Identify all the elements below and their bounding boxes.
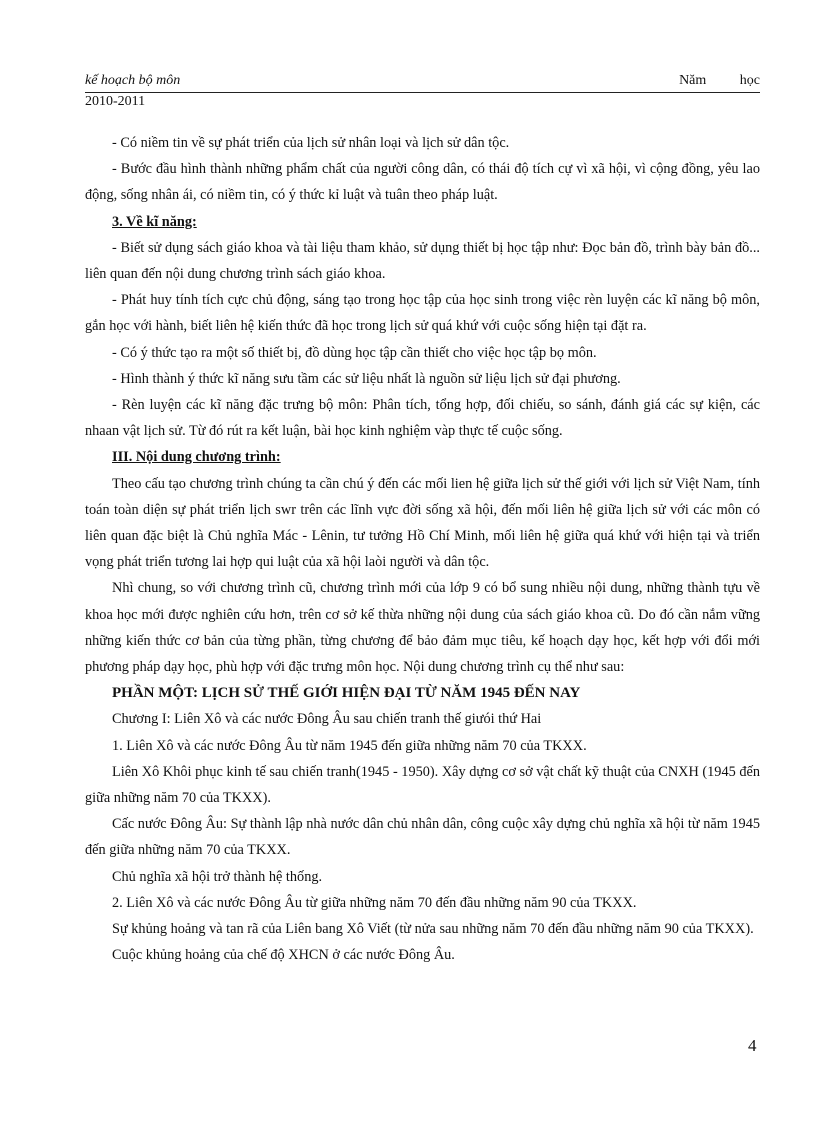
paragraph: - Rèn luyện các kĩ năng đặc trưng bộ môn: Phân tích, tổng hợp, đối chiếu, so sánh, đánh giá các sự kiện, các nhaan vật lịch sử. Từ đó rút ra kết luận, bài học kinh nghiệm vàp thực tế cuộc sống.: [85, 397, 760, 440]
paragraph: - Có niềm tin về sự phát triển của lịch sử nhân loại và lịch sử dân tộc.: [112, 135, 510, 151]
part-heading: PHẦN MỘT: LỊCH SỬ THẾ GIỚI HIỆN ĐẠI TỪ NĂM 1945 ĐẾN NAY: [112, 685, 581, 702]
paragraph: 1. Liên Xô và các nước Đông Âu từ năm 1945 đến giữa những năm 70 của TKXX.: [112, 737, 587, 754]
section-heading-skills: 3. Về kĩ năng:: [112, 213, 197, 230]
paragraph: Cuộc khủng hoảng của chế độ XHCN ở các nước Đông Âu.: [112, 947, 455, 964]
header-left-text: kế hoạch bộ môn: [85, 73, 181, 88]
paragraph: - Biết sử dụng sách giáo khoa và tài liệu tham khảo, sử dụng thiết bị học tập như: Đọc bản đồ, trình bày bản đồ... liên quan đến nội dung chương trình sách giáo khoa.: [85, 239, 760, 283]
document-body: [85, 130, 760, 969]
paragraph: 2. Liên Xô và các nước Đông Âu từ giữa những năm 70 đến đầu những năm 90 của TKXX.: [112, 894, 637, 911]
paragraph: Chủ nghĩa xã hội trở thành hệ thống.: [112, 868, 323, 885]
paragraph: - Có ý thức tạo ra một số thiết bị, đồ dùng học tập cần thiết cho việc học tập bọ môn.: [112, 344, 597, 361]
paragraph: - Hình thành ý thức kĩ năng sưu tầm các sử liệu nhất là nguồn sử liệu lịch sử đại phương.: [112, 370, 621, 387]
paragraph: Sự khủng hoảng và tan rã của Liên bang Xô Viết (từ nửa sau những năm 70 đến đầu những năm 90 của TKXX).: [112, 921, 754, 938]
header-year: 2010-2011: [85, 94, 146, 109]
section-heading-content: III. Nội dung chương trình:: [112, 449, 281, 466]
page-header: [85, 72, 760, 93]
paragraph: - Bước đầu hình thành những phẩm chất của người công dân, có thái độ tích cự vì xã hội, vì cộng đồng, yêu lao động, sống nhân ái, có niềm tin, có ý thức kỉ luật và tuân theo pháp luật.: [85, 161, 760, 204]
paragraph: Chương I: Liên Xô và các nước Đông Âu sau chiến tranh thế giưói thứ Hai: [112, 711, 542, 728]
paragraph: Theo cấu tạo chương trình chúng ta cần chú ý đến các mối lien hệ giữa lịch sử thế giới với lịch sử Việt Nam, tính toán toàn diện sự phát triển lịch swr trên các lĩnh vực đời sống xã hội, đến mối liên hệ giữa lịch sử với các môn có liên quan đặc biệt là Chủ nghĩa Mác - Lênin, tư tưởng Hồ Chí Minh, mối liên hệ giữa quá khứ với hiện tại và triển vọng phát triển tương lai hợp qui luật của xã hội laòi người và dân tộc.: [85, 475, 760, 571]
header-right-text: Năm học: [679, 73, 760, 88]
paragraph: - Phát huy tính tích cực chủ động, sáng tạo trong học tập của học sinh trong việc rèn luyện các kĩ năng bộ môn, gắn học với hành, biết liên hệ kiến thức đã học trong lịch sử quá khứ với cuộc sống hiện tại đặt ra.: [85, 292, 760, 335]
page-number: 4: [748, 1036, 757, 1055]
paragraph: Liên Xô Khôi phục kinh tế sau chiến tranh(1945 - 1950). Xây dựng cơ sở vật chất kỹ thuật của CNXH (1945 đến giữa những năm 70 của TKXX).: [85, 763, 760, 807]
paragraph: Nhì chung, so với chương trình cũ, chương trình mới của lớp 9 có bổ sung nhiều nội dung, những thành tựu về khoa học mới được nghiên cứu hơn, trên cơ sở kế thừa những nội dung của sách giáo khoa cũ. Do đó cần nắm vững những kiến thức cơ bản của từng phần, từng chương để bảo đảm mục tiêu, kế hoạch dạy học, kết hợp với đổi mới phương pháp dạy học, phù hợp với đặc trưng môn học. Nội dung chương trình cụ thể như sau:: [85, 580, 760, 676]
paragraph: Cấc nước Đông Âu: Sự thành lập nhà nước dân chủ nhân dân, công cuộc xây dựng chủ nghĩa xã hội từ năm 1945 đến giữa những năm 70 của TKXX.: [85, 816, 760, 859]
